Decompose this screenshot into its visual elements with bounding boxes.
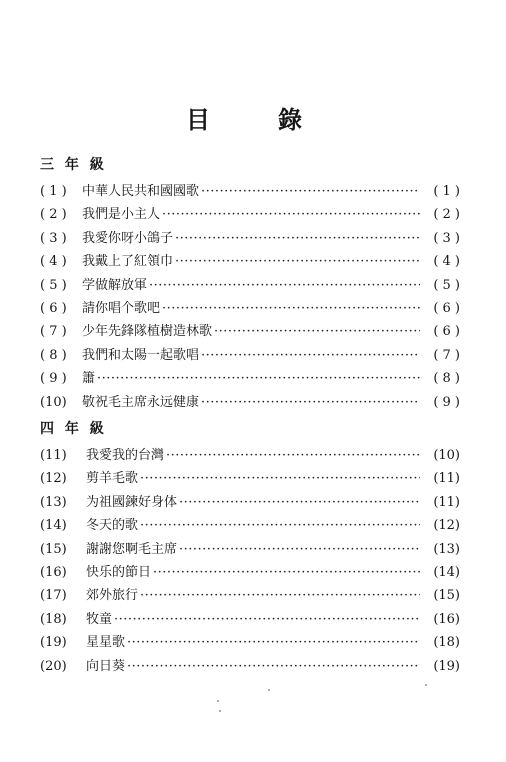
entry-page: ( 6 ) (433, 324, 460, 340)
entry-page: (19) (433, 658, 460, 674)
entry-title: 我愛你呀小鴿子 (82, 230, 174, 246)
toc-entry (40, 274, 460, 297)
toc-entry (40, 655, 460, 678)
entry-number: ( 4 ) (40, 254, 67, 270)
dot-leader (175, 231, 420, 246)
toc-entry (40, 391, 460, 414)
entry-page: ( 9 ) (433, 394, 460, 410)
entry-title: 簫 (82, 371, 96, 387)
toc-entry (40, 561, 460, 584)
toc-entry (40, 608, 460, 631)
entry-number: (19) (40, 635, 67, 651)
toc-entry (40, 584, 460, 607)
entry-number: ( 2 ) (40, 207, 67, 223)
entry-title: 向日葵 (86, 658, 126, 674)
entry-title: 剪羊毛歌 (86, 471, 139, 487)
entry-number: (18) (40, 611, 67, 627)
entry-title: 我戴上了紅領巾 (82, 254, 174, 270)
entry-page: ( 4 ) (433, 254, 460, 270)
entry-number: (13) (40, 494, 67, 510)
dot-leader (162, 301, 420, 316)
entry-title: 为祖國鍊好身体 (86, 494, 178, 510)
toc-entry (40, 203, 460, 226)
title-char-right: 錄 (278, 105, 302, 134)
entry-title: 中華人民共和國國歌 (82, 184, 200, 199)
scan-speck (268, 689, 270, 691)
section-heading: 四 年 級 (40, 421, 107, 437)
entry-page: (11) (433, 471, 460, 487)
dot-leader (162, 207, 420, 222)
toc-entry (40, 514, 460, 537)
entry-title: 謝謝您啊毛主席 (86, 541, 178, 557)
dot-leader (127, 659, 420, 674)
entry-title: 我愛我的台灣 (86, 448, 165, 463)
entry-title: 郊外旅行 (86, 588, 139, 604)
entry-title: 学做解放軍 (82, 277, 148, 293)
dot-leader (179, 495, 420, 510)
dot-leader (140, 588, 420, 603)
toc-entry (40, 467, 460, 490)
entry-page: (15) (433, 588, 460, 604)
entry-page: ( 7 ) (433, 347, 460, 363)
toc-entry (40, 631, 460, 654)
entry-page: ( 1 ) (433, 184, 460, 199)
entry-title: 敬祝毛主席永远健康 (82, 394, 200, 410)
toc-entry (40, 227, 460, 250)
dot-leader (153, 565, 420, 580)
scan-speck (219, 710, 221, 712)
entry-page: (10) (433, 448, 460, 463)
scan-speck (425, 684, 427, 686)
entry-page: ( 3 ) (433, 230, 460, 246)
dot-leader (97, 371, 420, 386)
entry-number: (15) (40, 541, 67, 557)
page-title (0, 100, 506, 134)
entry-page: ( 6 ) (433, 300, 460, 316)
entry-number: (20) (40, 658, 67, 674)
entry-page: (12) (433, 518, 460, 534)
dot-leader (127, 635, 420, 650)
section-grade-three (40, 154, 460, 414)
entry-title: 少年先鋒隊植樹造林歌 (82, 324, 213, 340)
toc-list (40, 180, 460, 414)
toc-list (40, 444, 460, 678)
entry-number: (10) (40, 394, 67, 410)
entry-number: ( 8 ) (40, 347, 67, 363)
entry-number: ( 1 ) (40, 184, 67, 199)
dot-leader (175, 254, 420, 269)
entry-page: (13) (433, 541, 460, 557)
entry-page: (16) (433, 611, 460, 627)
entry-number: (12) (40, 471, 67, 487)
section-heading: 三 年 級 (40, 157, 107, 173)
entry-page: (14) (433, 564, 460, 580)
dot-leader (140, 471, 420, 486)
scan-speck (217, 700, 219, 702)
section-grade-four (40, 418, 460, 678)
entry-number: (17) (40, 588, 67, 604)
entry-title: 我們是小主人 (82, 207, 161, 223)
entry-page: ( 8 ) (433, 371, 460, 387)
dot-leader (166, 448, 420, 463)
entry-number: ( 9 ) (40, 371, 67, 387)
entry-number: (16) (40, 564, 67, 580)
entry-page: ( 5 ) (433, 277, 460, 293)
toc-entry (40, 250, 460, 273)
dot-leader (201, 348, 420, 363)
dot-leader (201, 184, 420, 199)
entry-number: (11) (40, 448, 67, 463)
toc-entry (40, 538, 460, 561)
dot-leader (201, 395, 420, 410)
entry-page: (11) (433, 494, 460, 510)
dot-leader (140, 518, 420, 533)
dot-leader (114, 612, 420, 627)
entry-title: 快乐的節日 (86, 564, 152, 580)
entry-number: ( 6 ) (40, 300, 67, 316)
entry-title: 冬天的歌 (86, 518, 139, 534)
entry-number: ( 3 ) (40, 230, 67, 246)
toc-entry (40, 180, 460, 203)
toc-entry (40, 344, 460, 367)
title-char-left: 目 (186, 105, 210, 134)
entry-number: (14) (40, 518, 67, 534)
toc-entry (40, 491, 460, 514)
dot-leader (214, 324, 420, 339)
entry-page: ( 2 ) (433, 207, 460, 223)
toc-entry (40, 320, 460, 343)
entry-page: (18) (433, 635, 460, 651)
toc-entry (40, 297, 460, 320)
entry-title: 請你唱个歌吧 (82, 300, 161, 316)
entry-number: ( 5 ) (40, 277, 67, 293)
entry-title: 星星歌 (86, 635, 126, 651)
entry-title: 我們和太陽一起歌唱 (82, 347, 200, 363)
toc-entry (40, 367, 460, 390)
entry-number: ( 7 ) (40, 324, 67, 340)
dot-leader (179, 542, 420, 557)
toc-entry (40, 444, 460, 467)
entry-title: 牧童 (86, 611, 113, 627)
dot-leader (149, 278, 420, 293)
